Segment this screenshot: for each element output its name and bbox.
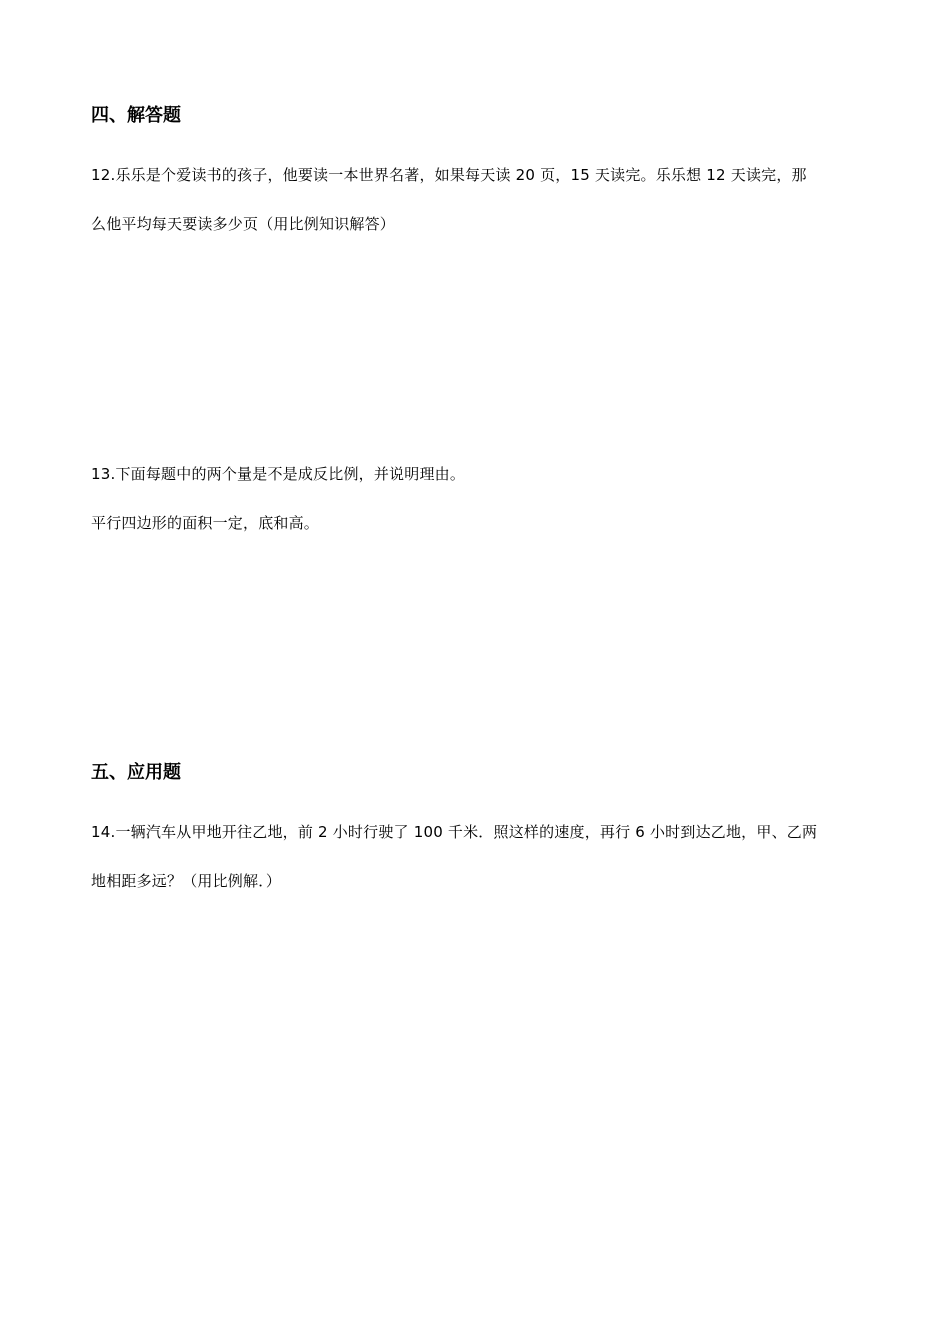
question-13-line-2: 平行四边形的面积一定，底和高。	[91, 514, 320, 532]
question-14-line-2: 地相距多远？（用比例解．）	[91, 872, 282, 890]
section-4-heading: 四、解答题	[91, 105, 181, 126]
question-12-line-2: 么他平均每天要读多少页（用比例知识解答）	[91, 215, 396, 233]
question-12-line-1: 12.乐乐是个爱读书的孩子，他要读一本世界名著，如果每天读 20 页，15 天读完。乐乐想 12 天读完，那	[91, 166, 807, 184]
question-14-line-1: 14.一辆汽车从甲地开往乙地，前 2 小时行驶了 100 千米．照这样的速度，再行 6 小时到达乙地，甲、乙两	[91, 823, 818, 841]
section-5-heading: 五、应用题	[91, 762, 181, 783]
question-13-line-1: 13.下面每题中的两个量是不是成反比例，并说明理由。	[91, 465, 466, 483]
